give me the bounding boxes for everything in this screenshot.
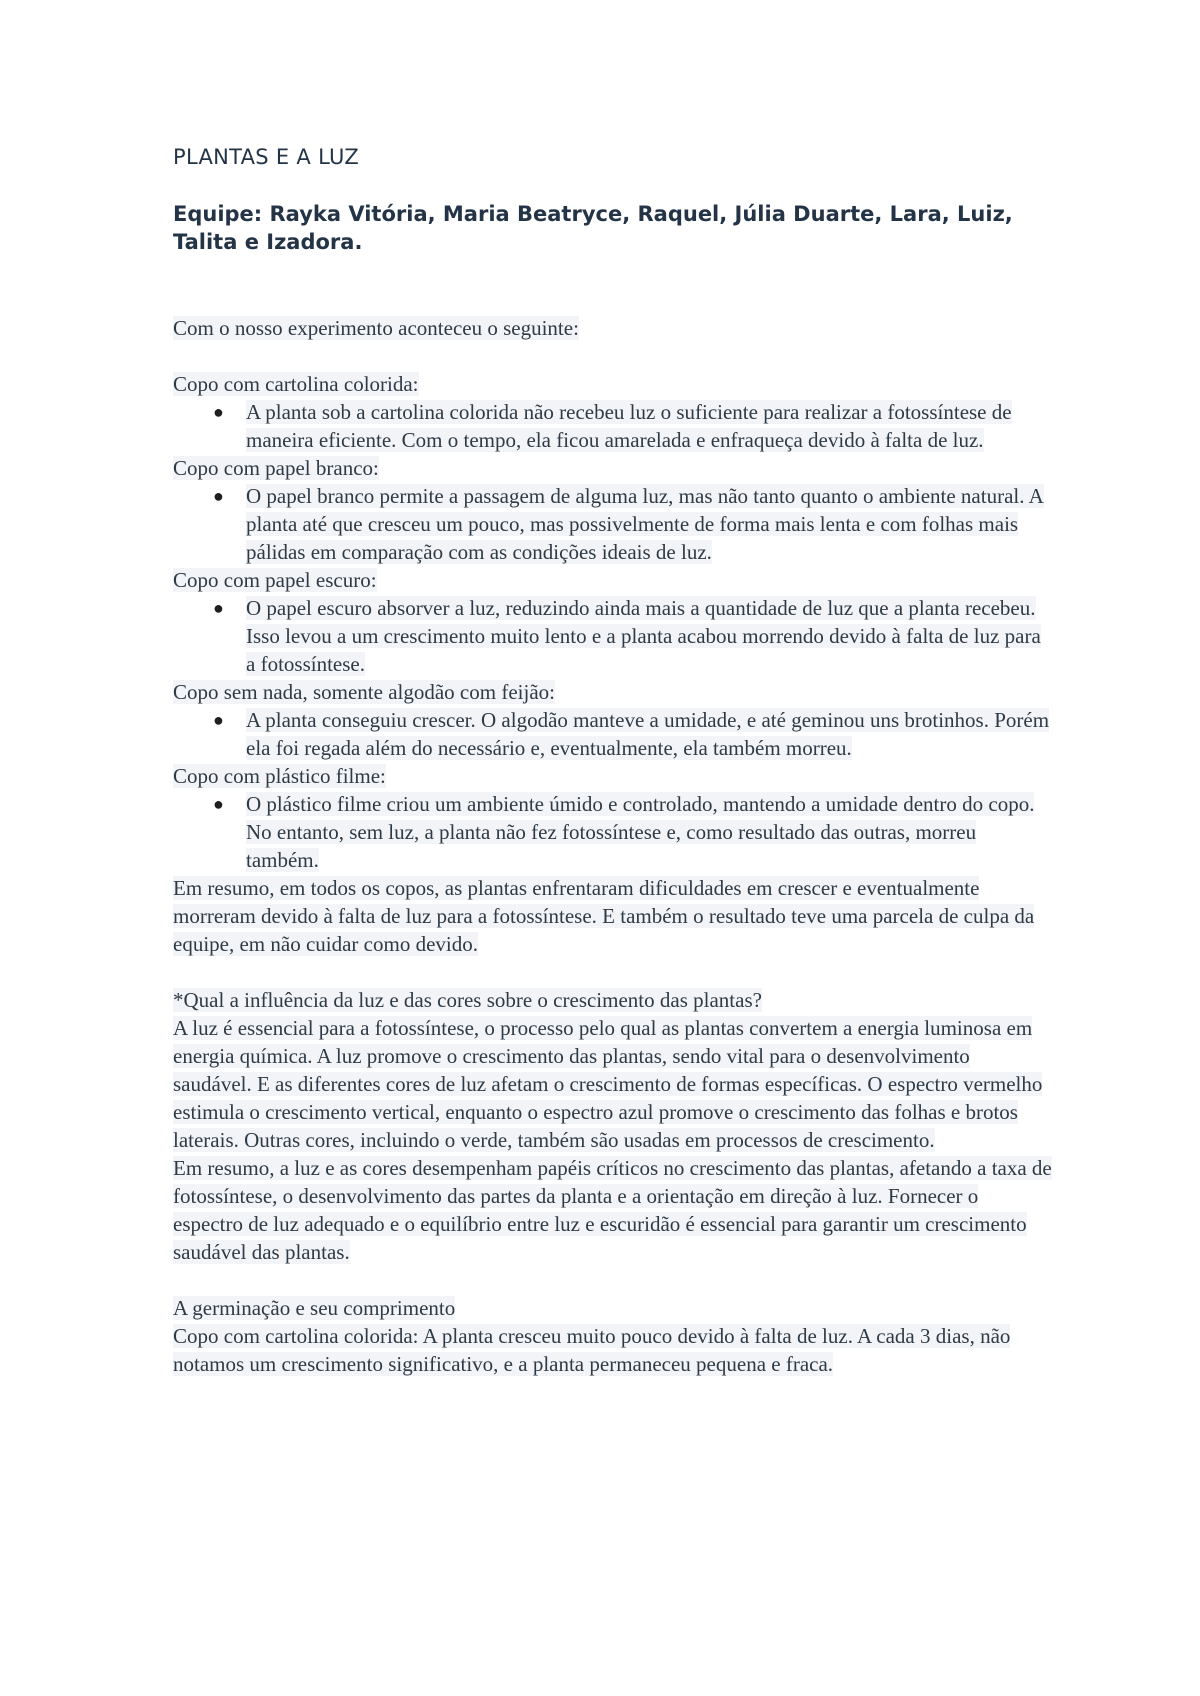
paragraph-gap: [173, 1266, 1053, 1294]
cup-bullet-list: [173, 482, 1053, 566]
document-body: [173, 314, 1053, 1378]
cup-heading-text: Copo com plástico filme:: [173, 764, 386, 788]
bullet-icon: ●: [213, 794, 224, 814]
cup-bullet-list: [173, 594, 1053, 678]
cup-heading: [173, 566, 1053, 594]
bullet-icon: ●: [213, 402, 224, 422]
cup-bullet-list: [173, 398, 1053, 454]
cup-heading-text: Copo com papel escuro:: [173, 568, 377, 592]
paragraph-gap: [173, 958, 1053, 986]
cup-heading: [173, 762, 1053, 790]
bullet-icon: ●: [213, 710, 224, 730]
cup-heading-text: Copo com papel branco:: [173, 456, 379, 480]
list-item-text: A planta sob a cartolina colorida não recebeu luz o suficiente para realizar a fotossíntese de maneira eficiente. Com o tempo, ela ficou amarelada e enfraqueça devido à falta de luz.: [246, 400, 1012, 452]
answer-summary-paragraph: [173, 1154, 1053, 1266]
cup-heading-text: Copo sem nada, somente algodão com feijão:: [173, 680, 555, 704]
list-item-text: O papel branco permite a passagem de alguma luz, mas não tanto quanto o ambiente natural. A planta até que cresceu um pouco, mas possivelmente de forma mais lenta e com folhas mais pálidas em comparação com as condições ideais de luz.: [246, 484, 1044, 564]
bullet-icon: ●: [213, 598, 224, 618]
germination-paragraph: [173, 1322, 1053, 1378]
list-item-text: O papel escuro absorver a luz, reduzindo ainda mais a quantidade de luz que a planta recebeu. Isso levou a um crescimento muito lento e a planta acabou morrendo devido à falta de luz para a fotossíntese.: [246, 596, 1041, 676]
list-item-text: O plástico filme criou um ambiente úmido e controlado, mantendo a umidade dentro do copo. No entanto, sem luz, a planta não fez fotossíntese e, como resultado das outras, morreu também.: [246, 792, 1035, 872]
summary-paragraph: [173, 874, 1053, 958]
list-item-text: A planta conseguiu crescer. O algodão manteve a umidade, e até geminou uns brotinhos. Porém ela foi regada além do necessário e, eventualmente, ela também morreu.: [246, 708, 1050, 760]
germination-heading: [173, 1294, 1053, 1322]
list-item: [213, 706, 1053, 762]
answer-text: A luz é essencial para a fotossíntese, o processo pelo qual as plantas convertem a energia luminosa em energia química. A luz promove o crescimento das plantas, sendo vital para o desenvolvimento saudável. E as diferentes cores de luz afetam o crescimento de formas específicas. O espectro vermelho estimula o crescimento vertical, enquanto o espectro azul promove o crescimento das folhas e brotos laterais. Outras cores, incluindo o verde, também são usadas em processos de crescimento.: [173, 1016, 1043, 1152]
document-title: PLANTAS E A LUZ: [173, 145, 360, 169]
germination-text: Copo com cartolina colorida: A planta cresceu muito pouco devido à falta de luz. A cada 3 dias, não notamos um crescimento significativo, e a planta permaneceu pequena e fraca.: [173, 1324, 1011, 1376]
cup-heading-text: Copo com cartolina colorida:: [173, 372, 419, 396]
cup-bullet-list: [173, 706, 1053, 762]
list-item: [213, 594, 1053, 678]
list-item: [213, 398, 1053, 454]
answer-paragraph: [173, 1014, 1053, 1154]
list-item: [213, 790, 1053, 874]
cup-heading: [173, 370, 1053, 398]
summary-text: Em resumo, em todos os copos, as plantas enfrentaram dificuldades em crescer e eventualmente morreram devido à falta de luz para a fotossíntese. E também o resultado teve uma parcela de culpa da equipe, em não cuidar como devido.: [173, 876, 1035, 956]
cup-heading: [173, 678, 1053, 706]
intro-text: Com o nosso experimento aconteceu o seguinte:: [173, 316, 579, 340]
team-members: Equipe: Rayka Vitória, Maria Beatryce, Raquel, Júlia Duarte, Lara, Luiz, Talita e Izadora.: [173, 202, 1013, 254]
answer-summary-text: Em resumo, a luz e as cores desempenham papéis críticos no crescimento das plantas, afetando a taxa de fotossíntese, o desenvolvimento das partes da planta e a orientação em direção à luz. Fornecer o espectro de luz adequado e o equilíbrio entre luz e escuridão é essencial para garantir um crescimento saudável das plantas.: [173, 1156, 1052, 1264]
question-text: *Qual a influência da luz e das cores sobre o crescimento das plantas?: [173, 988, 762, 1012]
paragraph-gap: [173, 342, 1053, 370]
list-item: [213, 482, 1053, 566]
cup-heading: [173, 454, 1053, 482]
bullet-icon: ●: [213, 486, 224, 506]
question-paragraph: [173, 986, 1053, 1014]
cup-bullet-list: [173, 790, 1053, 874]
germination-heading-text: A germinação e seu comprimento: [173, 1296, 456, 1320]
intro-paragraph: [173, 314, 1053, 342]
